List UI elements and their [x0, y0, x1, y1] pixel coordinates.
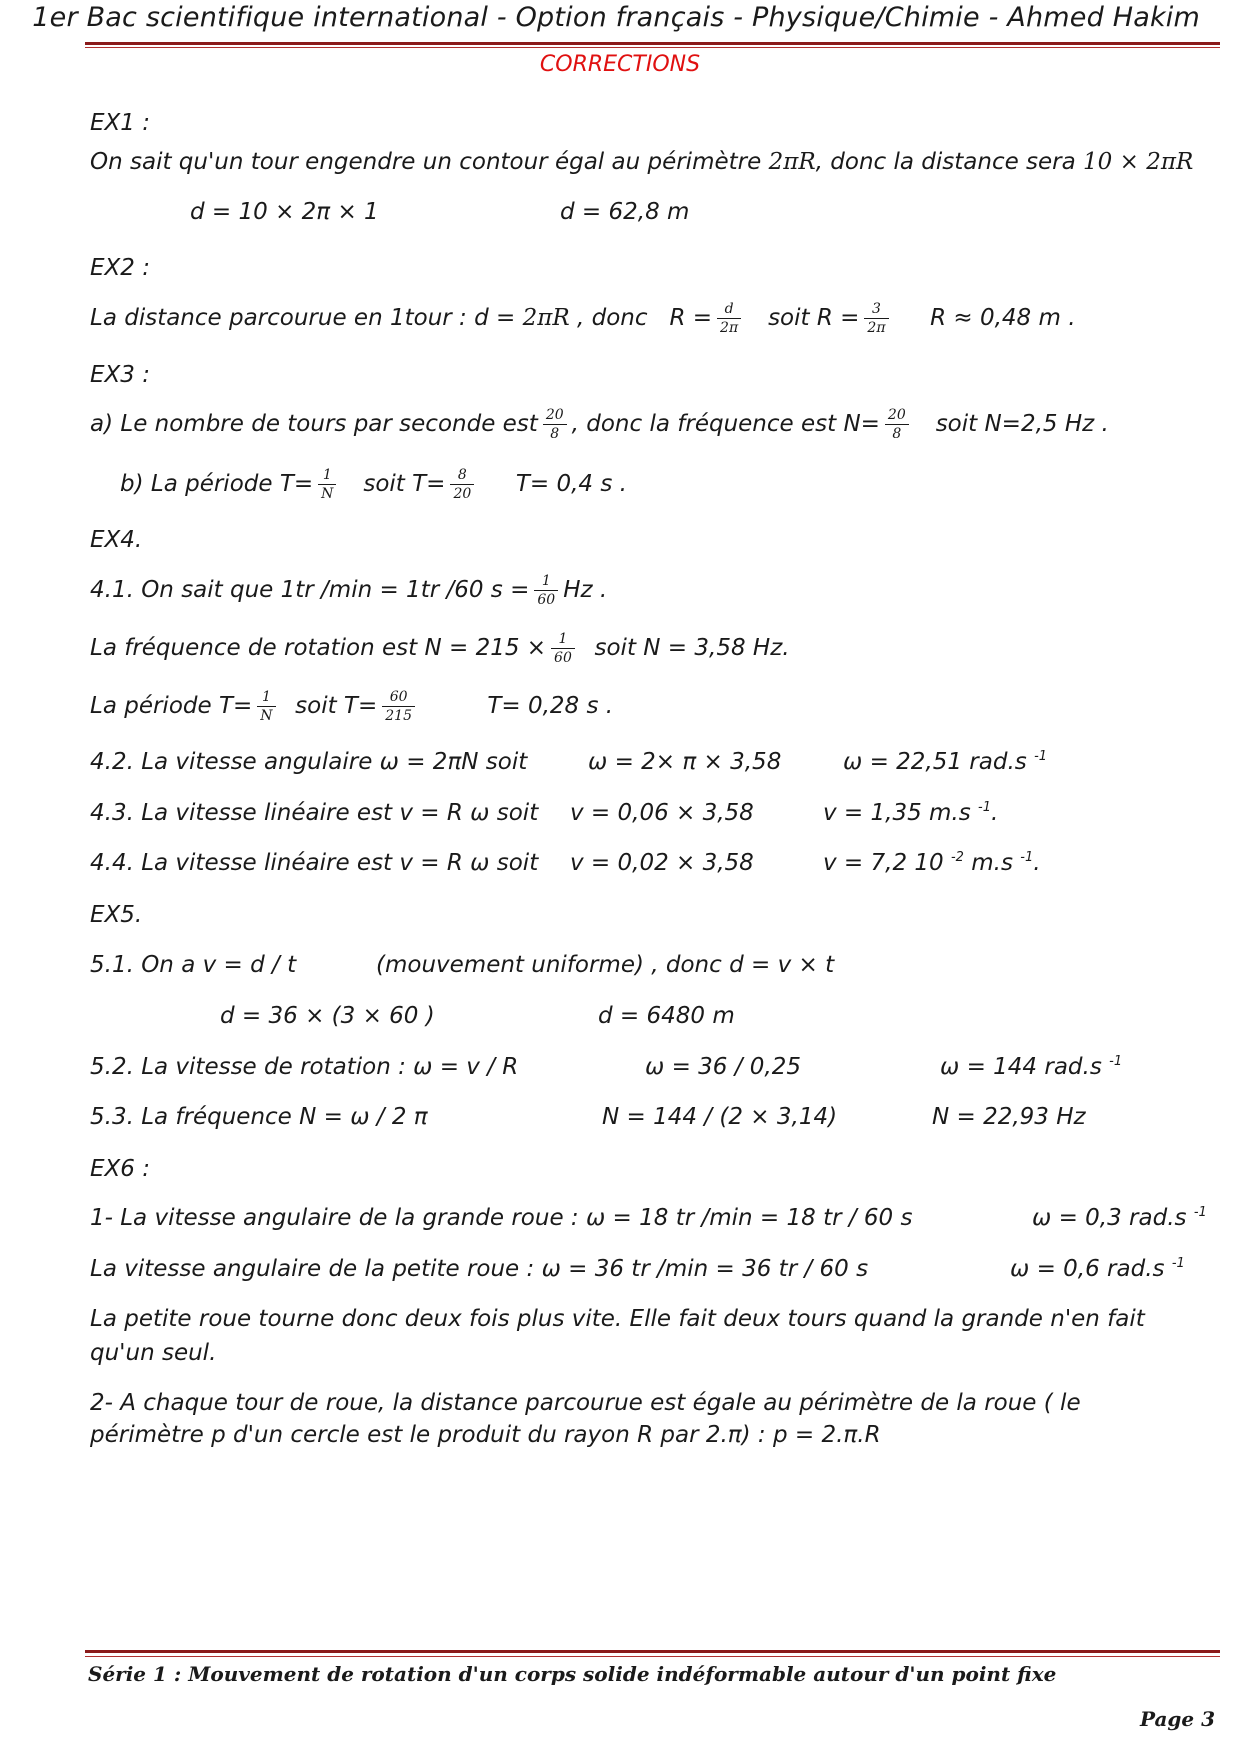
ex4-l2-end: soit N = 3,58 Hz.: [594, 635, 790, 661]
ex3-b-fraction: $\frac{1}{N}$: [318, 466, 336, 503]
ex4-l3-fraction2: $\frac{60}{215}$: [382, 688, 415, 725]
ex6-paragraph-2-line-1: 2- A chaque tour de roue, la distance parcourue est égale au périmètre de la roue ( le: [90, 1390, 1081, 1416]
ex4-l3-fraction: $\frac{1}{N}$: [257, 688, 275, 725]
ex5-title: EX5.: [90, 902, 143, 928]
ex3-a-fraction2: $\frac{20}{8}$: [885, 406, 909, 443]
ex4-line-4-result: ω = 22,51 rad.s $^{-1}$: [843, 749, 1048, 775]
ex2-fraction-3-over-2pi: $\frac{3}{2\pi}$: [864, 300, 888, 337]
ex4-title: EX4.: [90, 527, 143, 553]
ex2-formula: 2πR: [522, 305, 570, 331]
ex3-a-result: soit N=2,5 Hz .: [935, 411, 1109, 437]
ex5-line-3-c: ω = 144 rad.s $^{-1}$: [940, 1054, 1123, 1080]
ex6-line-1-a: 1- La vitesse angulaire de la grande roue : ω = 18 tr /min = 18 tr / 60 s: [90, 1205, 913, 1231]
ex1-text-a: On sait qu'un tour engendre un contour égal au périmètre: [90, 149, 762, 175]
ex3-title: EX3 :: [90, 362, 150, 388]
ex1-formula-distance: 10 × 2πR: [1083, 149, 1194, 175]
ex3-a-text: a) Le nombre de tours par seconde est: [90, 411, 538, 437]
footer-rule: [85, 1650, 1220, 1653]
ex4-l1-end: Hz .: [563, 577, 608, 603]
ex4-l3-text: La période T=: [90, 693, 253, 719]
ex3-a-fraction: $\frac{20}{8}$: [543, 406, 567, 443]
ex2-result: R ≈ 0,48 m .: [930, 305, 1076, 331]
ex5-line-4-c: N = 22,93 Hz: [932, 1104, 1086, 1130]
ex4-l1-text: 4.1. On sait que 1tr /min = 1tr /60 s =: [90, 577, 530, 603]
header-rule: [85, 42, 1220, 45]
ex3-b-soit: soit T=: [363, 471, 446, 497]
page-number: Page 3: [1139, 1707, 1215, 1731]
ex5-line-1-b: (mouvement uniforme) , donc d = v × t: [376, 952, 835, 978]
ex3-b-fraction2: $\frac{8}{20}$: [450, 466, 474, 503]
ex4-l1-fraction: $\frac{1}{60}$: [534, 572, 558, 609]
ex5-line-2-b: d = 6480 m: [598, 1003, 735, 1029]
ex6-line-2-a: La vitesse angulaire de la petite roue : ω = 36 tr /min = 36 tr / 60 s: [90, 1256, 869, 1282]
header-rule-thin: [85, 47, 1220, 48]
ex2-fraction-d-over-2pi: $\frac{d}{2\pi}$: [717, 300, 741, 337]
ex2-soit: soit R =: [768, 305, 860, 331]
ex2-r-eq: R =: [669, 305, 713, 331]
footer-series-title: Série 1 : Mouvement de rotation d'un corps solide indéformable autour d'un point fixe: [88, 1662, 1057, 1686]
ex4-l2-fraction: $\frac{1}{60}$: [551, 630, 575, 667]
ex4-l3-soit: soit T=: [295, 693, 378, 719]
ex1-calc: d = 10 × 2π × 1: [190, 199, 379, 225]
ex4-line-4-calc: ω = 2× π × 3,58: [588, 749, 782, 775]
ex3-b-result: T= 0,4 s .: [515, 471, 627, 497]
ex5-line-2-a: d = 36 × (3 × 60 ): [220, 1003, 435, 1029]
ex2-text-a: La distance parcourue en 1tour : d =: [90, 305, 516, 331]
ex1-title: EX1 :: [90, 110, 150, 136]
ex1-formula-perimeter: 2πR: [768, 149, 816, 175]
ex1-statement: [90, 149, 1193, 175]
ex3-b-text: b) La période T=: [120, 471, 314, 497]
ex5-line-1-a: 5.1. On a v = d / t: [90, 952, 297, 978]
ex4-line-6-calc: v = 0,02 × 3,58: [570, 850, 754, 876]
ex4-line-4-text: 4.2. La vitesse angulaire ω = 2πN soit: [90, 749, 528, 775]
ex4-line-1: [90, 572, 607, 609]
ex5-line-3-b: ω = 36 / 0,25: [645, 1054, 802, 1080]
ex4-line-2: [90, 630, 790, 667]
ex4-line-6-result: v = 7,2 10 $^{-2}$ m.s $^{-1}$.: [823, 850, 1041, 876]
ex6-paragraph-2-line-2: périmètre p d'un cercle est le produit du rayon R par 2.π) : p = 2.π.R: [90, 1422, 881, 1448]
ex5-line-4-b: N = 144 / (2 × 3,14): [602, 1104, 838, 1130]
document-header-title: 1er Bac scientifique international - Option français - Physique/Chimie - Ahmed Hakim: [32, 2, 1200, 33]
ex2-title: EX2 :: [90, 255, 150, 281]
ex1-result: d = 62,8 m: [560, 199, 690, 225]
ex4-l2-text: La fréquence de rotation est N = 215 ×: [90, 635, 547, 661]
ex4-line-5-result: v = 1,35 m.s $^{-1}$.: [823, 800, 999, 826]
ex4-line-5-calc: v = 0,06 × 3,58: [570, 800, 754, 826]
ex4-line-6-text: 4.4. La vitesse linéaire est v = R ω soit: [90, 850, 539, 876]
ex6-title: EX6 :: [90, 1156, 150, 1182]
ex6-line-1-b: ω = 0,3 rad.s $^{-1}$: [1032, 1205, 1207, 1231]
ex6-paragraph-1-line-2: qu'un seul.: [90, 1340, 217, 1366]
ex4-line-3: [90, 688, 613, 725]
ex2-text-c: , donc: [576, 305, 648, 331]
footer-rule-thin: [85, 1656, 1220, 1657]
ex3-a-text2: , donc la fréquence est N=: [571, 411, 880, 437]
ex3-part-b: [120, 466, 627, 503]
ex6-paragraph-1-line-1: La petite roue tourne donc deux fois plus vite. Elle fait deux tours quand la grande n'en fait: [90, 1306, 1145, 1332]
ex4-line-5-text: 4.3. La vitesse linéaire est v = R ω soit: [90, 800, 539, 826]
ex5-line-3-a: 5.2. La vitesse de rotation : ω = v / R: [90, 1054, 519, 1080]
corrections-heading: CORRECTIONS: [539, 52, 701, 77]
ex5-line-4-a: 5.3. La fréquence N = ω / 2 π: [90, 1104, 428, 1130]
ex2-statement: [90, 300, 1076, 337]
ex6-line-2-b: ω = 0,6 rad.s $^{-1}$: [1010, 1256, 1185, 1282]
ex4-l3-result: T= 0,28 s .: [487, 693, 614, 719]
ex3-part-a: [90, 406, 1109, 443]
ex1-text-c: , donc la distance sera: [815, 149, 1076, 175]
